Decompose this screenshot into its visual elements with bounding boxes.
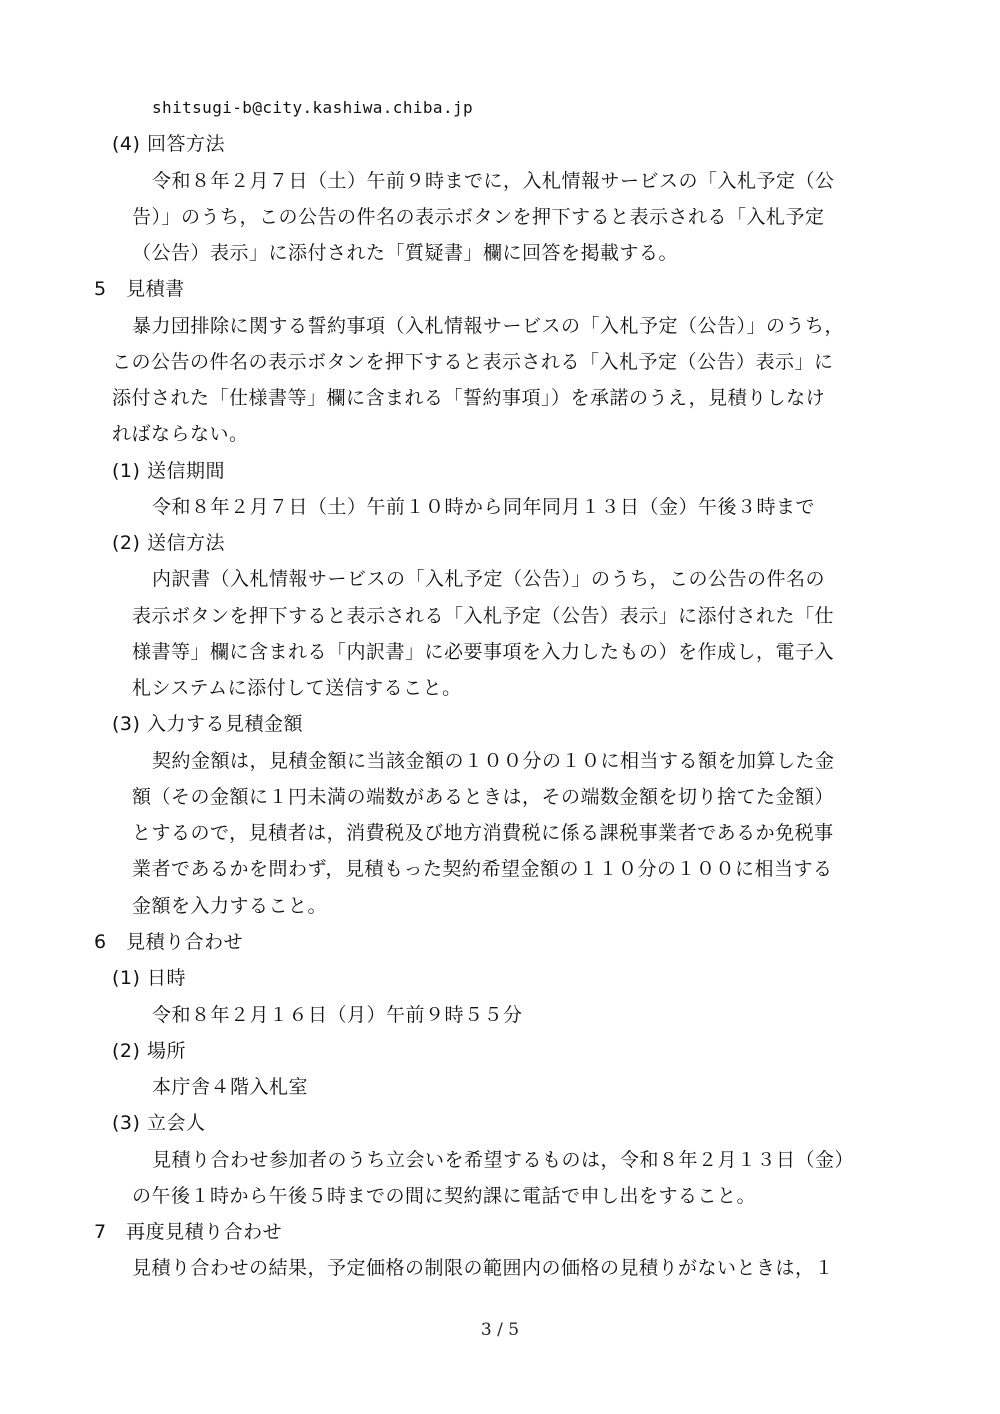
paragraph-line: 令和８年２月１６日（月）午前９時５５分 (152, 1004, 523, 1026)
section-heading: 7 再度見積り合わせ (94, 1221, 283, 1243)
paragraph-line: 表示ボタンを押下すると表示される「入札予定（公告）表示」に添付された「仕 (132, 605, 835, 627)
subsection-heading: (1) 日時 (112, 967, 186, 989)
paragraph-line: 業者であるかを問わず，見積もった契約希望金額の１１０分の１００に相当する (132, 858, 833, 880)
paragraph-line: 内訳書（入札情報サービスの「入札予定（公告）」のうち，この公告の件名の (152, 568, 826, 590)
paragraph-line: ればならない。 (112, 423, 249, 445)
contact-email: shitsugi-b@city.kashiwa.chiba.jp (152, 98, 474, 117)
subsection-heading: (3) 立会人 (112, 1112, 206, 1134)
paragraph-line: 見積り合わせ参加者のうち立会いを希望するものは，令和８年２月１３日（金） (152, 1149, 855, 1171)
paragraph-line: 令和８年２月７日（土）午前９時までに，入札情報サービスの「入札予定（公 (152, 170, 835, 192)
paragraph-line: 金額を入力すること。 (132, 895, 328, 917)
subsection-heading: (2) 送信方法 (112, 532, 225, 554)
paragraph-line: 令和８年２月７日（土）午前１０時から同年同月１３日（金）午後３時まで (152, 496, 816, 518)
paragraph-line: 様書等」欄に含まれる「内訳書」に必要事項を入力したもの）を作成し，電子入 (132, 641, 835, 663)
subsection-heading: (2) 場所 (112, 1040, 186, 1062)
paragraph-line: 添付された「仕様書等」欄に含まれる「誓約事項」）を承諾のうえ，見積りしなけ (112, 387, 826, 409)
subsection-heading: (4) 回答方法 (112, 133, 225, 155)
section-heading: 6 見積り合わせ (94, 931, 244, 953)
paragraph-line: の午後１時から午後５時までの間に契約課に電話で申し出をすること。 (132, 1185, 757, 1207)
paragraph-line: とするので，見積者は，消費税及び地方消費税に係る課税事業者であるか免税事 (132, 822, 834, 844)
paragraph-line: 額（その金額に１円未満の端数があるときは，その端数金額を切り捨てた金額） (132, 786, 835, 808)
paragraph-line: 見積り合わせの結果，予定価格の制限の範囲内の価格の見積りがないときは，１ (132, 1257, 835, 1279)
paragraph-line: 本庁舎４階入札室 (152, 1076, 309, 1098)
paragraph-line: 暴力団排除に関する誓約事項（入札情報サービスの「入札予定（公告）」のうち， (132, 315, 845, 337)
page-number: 3 / 5 (480, 1320, 520, 1340)
subsection-heading: (3) 入力する見積金額 (112, 713, 303, 735)
section-heading: 5 見積書 (94, 278, 185, 300)
paragraph-line: 契約金額は，見積金額に当該金額の１００分の１０に相当する額を加算した金 (152, 750, 835, 772)
paragraph-line: 告）」のうち，この公告の件名の表示ボタンを押下すると表示される「入札予定 (132, 206, 825, 228)
subsection-heading: (1) 送信期間 (112, 460, 225, 482)
paragraph-line: （公告）表示」に添付された「質疑書」欄に回答を掲載する。 (132, 242, 679, 264)
paragraph-line: 札システムに添付して送信すること。 (132, 677, 462, 699)
paragraph-line: この公告の件名の表示ボタンを押下すると表示される「入札予定（公告）表示」に (112, 351, 834, 373)
